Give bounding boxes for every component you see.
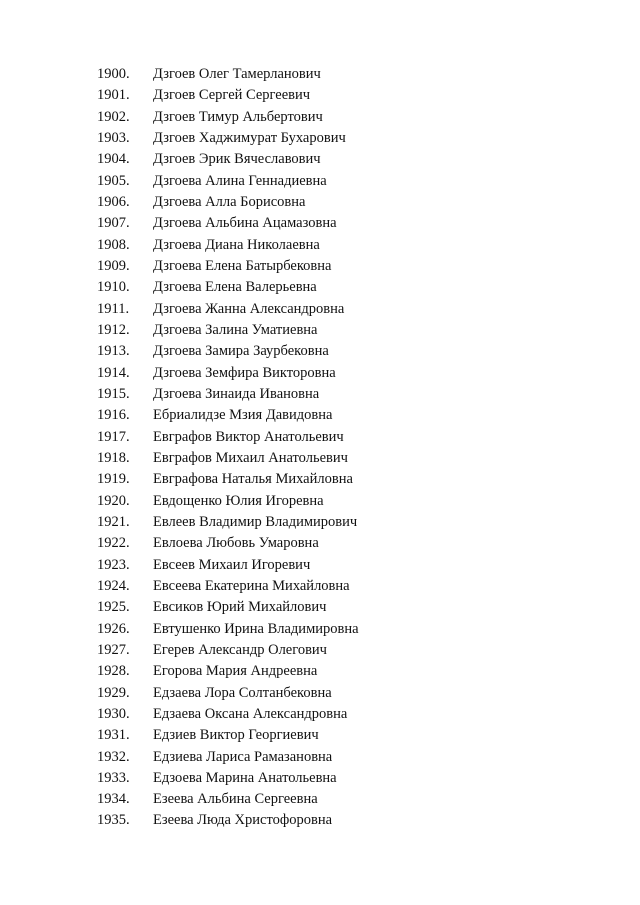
list-item	[97, 107, 359, 128]
entry-number: 1911.	[97, 300, 130, 317]
list-item	[97, 149, 359, 170]
entry-name: Евграфова Наталья Михайловна	[153, 471, 353, 488]
entry-number: 1916.	[97, 407, 130, 424]
entry-name: Дзгоева Зинаида Ивановна	[153, 385, 320, 402]
list-item	[97, 299, 359, 320]
entry-number: 1913.	[97, 343, 130, 360]
entry-name: Егерев Александр Олегович	[153, 641, 327, 658]
entry-name: Езеева Люда Христофоровна	[153, 812, 333, 829]
entry-number: 1903.	[97, 129, 130, 146]
entry-name: Евдощенко Юлия Игоревна	[153, 492, 324, 509]
list-item	[97, 768, 359, 789]
entry-number: 1921.	[97, 513, 130, 530]
list-item	[97, 213, 359, 234]
entry-number: 1901.	[97, 87, 130, 104]
entry-name: Евграфов Виктор Анатольевич	[153, 428, 344, 445]
entry-number: 1906.	[97, 193, 130, 210]
list-item	[97, 491, 359, 512]
entry-number: 1928.	[97, 663, 130, 680]
entry-number: 1933.	[97, 769, 130, 786]
list-item	[97, 85, 359, 106]
entry-name: Дзгоева Замира Заурбековна	[153, 343, 329, 360]
entry-name: Дзгоева Диана Николаевна	[153, 236, 320, 253]
entry-number: 1926.	[97, 620, 130, 637]
entry-number: 1929.	[97, 684, 130, 701]
entry-number: 1914.	[97, 364, 130, 381]
entry-number: 1930.	[97, 705, 130, 722]
list-item	[97, 683, 359, 704]
list-item	[97, 363, 359, 384]
list-item	[97, 725, 359, 746]
list-item	[97, 171, 359, 192]
entry-name: Евсеев Михаил Игоревич	[153, 556, 311, 573]
entry-name: Едзоева Марина Анатольевна	[153, 769, 337, 786]
entry-number: 1927.	[97, 641, 130, 658]
entry-number: 1919.	[97, 471, 130, 488]
list-item	[97, 555, 359, 576]
entry-number: 1909.	[97, 257, 130, 274]
entry-name: Дзгоева Алла Борисовна	[153, 193, 306, 210]
list-item	[97, 747, 359, 768]
entry-number: 1904.	[97, 151, 130, 168]
entry-name: Дзгоев Хаджимурат Бухарович	[153, 129, 346, 146]
entry-number: 1917.	[97, 428, 130, 445]
entry-number: 1910.	[97, 279, 130, 296]
list-item	[97, 597, 359, 618]
entry-number: 1922.	[97, 535, 130, 552]
entry-name: Дзгоев Эрик Вячеславович	[153, 151, 321, 168]
entry-number: 1924.	[97, 577, 130, 594]
entry-name: Дзгоева Елена Валерьевна	[153, 279, 317, 296]
entry-name: Дзгоева Земфира Викторовна	[153, 364, 336, 381]
entry-name: Едзаева Лора Солтанбековна	[153, 684, 332, 701]
name-list	[97, 64, 359, 832]
list-item	[97, 704, 359, 725]
list-item	[97, 320, 359, 341]
entry-name: Дзгоева Жанна Александровна	[153, 300, 345, 317]
entry-name: Дзгоева Альбина Ацамазовна	[153, 215, 337, 232]
list-item	[97, 128, 359, 149]
entry-name: Евлеев Владимир Владимирович	[153, 513, 358, 530]
list-item	[97, 341, 359, 362]
entry-name: Дзгоева Елена Батырбековна	[153, 257, 332, 274]
list-item	[97, 405, 359, 426]
list-item	[97, 810, 359, 831]
entry-name: Евсиков Юрий Михайлович	[153, 599, 327, 616]
entry-number: 1932.	[97, 748, 130, 765]
entry-number: 1931.	[97, 727, 130, 744]
entry-name: Дзгоев Тимур Альбертович	[153, 108, 323, 125]
list-item	[97, 64, 359, 85]
entry-number: 1918.	[97, 449, 130, 466]
entry-number: 1935.	[97, 812, 130, 829]
entry-number: 1907.	[97, 215, 130, 232]
entry-name: Езеева Альбина Сергеевна	[153, 791, 318, 808]
entry-number: 1915.	[97, 385, 130, 402]
list-item	[97, 576, 359, 597]
entry-number: 1923.	[97, 556, 130, 573]
list-item	[97, 192, 359, 213]
list-item	[97, 661, 359, 682]
entry-name: Едзиев Виктор Георгиевич	[153, 727, 319, 744]
list-item	[97, 640, 359, 661]
list-item	[97, 619, 359, 640]
entry-name: Дзгоева Залина Уматиевна	[153, 321, 318, 338]
entry-name: Евграфов Михаил Анатольевич	[153, 449, 348, 466]
list-item	[97, 789, 359, 810]
entry-name: Евлоева Любовь Умаровна	[153, 535, 319, 552]
entry-name: Дзгоев Сергей Сергеевич	[153, 87, 311, 104]
entry-name: Едзаева Оксана Александровна	[153, 705, 348, 722]
entry-number: 1912.	[97, 321, 130, 338]
list-item	[97, 277, 359, 298]
entry-name: Евтушенко Ирина Владимировна	[153, 620, 359, 637]
entry-number: 1908.	[97, 236, 130, 253]
list-item	[97, 512, 359, 533]
list-item	[97, 384, 359, 405]
entry-number: 1934.	[97, 791, 130, 808]
list-item	[97, 427, 359, 448]
entry-number: 1900.	[97, 66, 130, 82]
entry-name: Евсеева Екатерина Михайловна	[153, 577, 350, 594]
entry-number: 1902.	[97, 108, 130, 125]
entry-name: Едзиева Лариса Рамазановна	[153, 748, 333, 765]
list-item	[97, 256, 359, 277]
list-item	[97, 235, 359, 256]
entry-name: Дзгоева Алина Геннадиевна	[153, 172, 327, 189]
entry-name: Егорова Мария Андреевна	[153, 663, 318, 680]
list-item	[97, 533, 359, 554]
entry-number: 1925.	[97, 599, 130, 616]
list-item	[97, 448, 359, 469]
entry-number: 1905.	[97, 172, 130, 189]
entry-number: 1920.	[97, 492, 130, 509]
entry-name: Дзгоев Олег Тамерланович	[153, 66, 321, 82]
list-item	[97, 469, 359, 490]
entry-name: Ебриалидзе Мзия Давидовна	[153, 407, 333, 424]
